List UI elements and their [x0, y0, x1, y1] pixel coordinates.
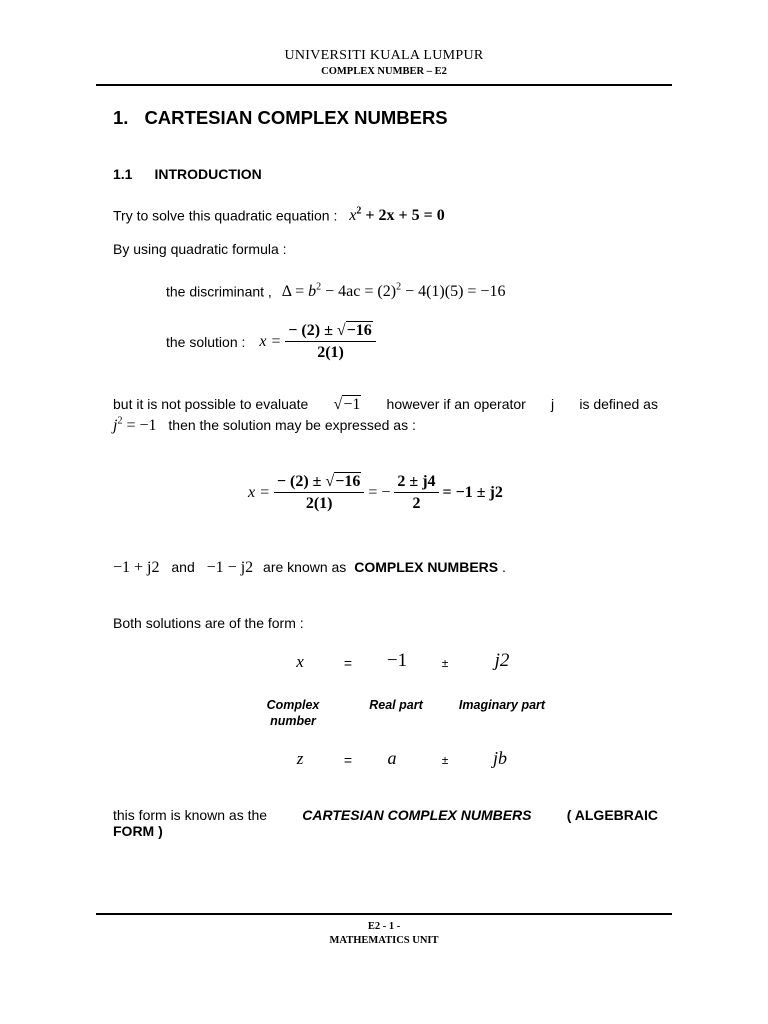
text-then-solution: then the solution may be expressed as : [168, 417, 416, 434]
form-x: x [296, 652, 304, 671]
text-by-using: By using quadratic formula : [113, 241, 287, 257]
form-equals-1: = [343, 655, 353, 671]
section-title: CARTESIAN COMPLEX NUMBERS [144, 107, 448, 128]
form-pm-1: ± [441, 656, 449, 670]
text-discriminant: the discriminant , [166, 283, 272, 300]
sqrt-minus-one: √−1 [333, 396, 361, 413]
footer-rule [96, 913, 672, 915]
paragraph-solution [166, 322, 376, 362]
root-2: −1 − j2 [206, 559, 254, 576]
text-algebraic-close: FORM ) [113, 823, 163, 839]
text-however: however if an operator [386, 396, 526, 412]
form-real-value: −1 [386, 650, 408, 671]
subsection-title: INTRODUCTION [154, 166, 262, 182]
solution-fraction: $\frac{- (2) \pm √-16}{2(1)}$ [285, 322, 375, 362]
text-algebraic-open: ( ALGEBRAIC [566, 807, 658, 823]
label-complex-number: Complex number [266, 698, 320, 728]
footer-page: E2 - 1 - [367, 921, 401, 932]
root-1: −1 + j2 [113, 559, 160, 576]
paragraph-not-possible [113, 396, 658, 435]
text-complex-numbers: COMPLEX NUMBERS [354, 559, 499, 575]
equation-j-squared: $j^2 = -1$ [113, 416, 157, 435]
footer-unit: MATHEMATICS UNIT [329, 935, 439, 946]
full-fraction-1: $\frac{- (2) \pm √-16}{2(1)}$ [274, 473, 364, 513]
form-imag-value: j2 [494, 650, 510, 671]
label-imaginary-part: Imaginary part [458, 698, 546, 712]
equation-full-solution: x = $\frac{- (2) \pm √-16}{2(1)}$ = − $\frac{2 \pm j4}{2}$ = −1 ± j2 [248, 473, 503, 512]
paragraph-try-solve [113, 206, 445, 225]
section-heading [113, 107, 448, 129]
text-and: and [171, 559, 195, 575]
subsection-number: 1.1 [113, 166, 133, 182]
text-solution: the solution : [166, 334, 246, 350]
text-not-possible: but it is not possible to evaluate [113, 396, 309, 412]
text-are-known-as: are known as [263, 559, 347, 575]
equation-solution: x = $\frac{- (2) \pm √-16}{2(1)}$ [259, 322, 375, 362]
text-both-solutions: Both solutions are of the form : [113, 615, 304, 631]
form-equals-2: = [343, 752, 353, 768]
text-cartesian-complex-numbers: CARTESIAN COMPLEX NUMBERS [302, 807, 532, 823]
form-a: a [387, 748, 397, 768]
text-period: . [502, 559, 506, 575]
form-pm-2: ± [441, 753, 449, 767]
header-rule [96, 84, 672, 86]
equation-quadratic: $x^2 + 2x + 5 = 0$ [349, 206, 445, 225]
subsection-heading [113, 166, 262, 182]
paragraph-discriminant [166, 282, 505, 301]
header-university: UNIVERSITI KUALA LUMPUR [284, 48, 484, 63]
paragraph-complex-numbers [113, 559, 506, 577]
paragraph-cartesian-form [113, 807, 658, 839]
section-number: 1. [113, 107, 129, 128]
form-z: z [296, 749, 304, 768]
text-is-defined-as: is defined as [579, 396, 658, 412]
text-this-form: this form is known as the [113, 807, 268, 823]
full-fraction-2: $\frac{2 \pm j4}{2}$ [394, 473, 438, 513]
equation-discriminant: $\Delta = b^2 - 4ac = (2)^2 - 4(1)(5) = -16$ [281, 282, 506, 301]
form-jb: jb [492, 748, 507, 768]
label-real-part: Real part [369, 698, 423, 712]
header-subject: COMPLEX NUMBER – E2 [321, 66, 447, 77]
text-try-solve: Try to solve this quadratic equation : [113, 207, 338, 224]
text-operator-j: j [551, 396, 555, 412]
